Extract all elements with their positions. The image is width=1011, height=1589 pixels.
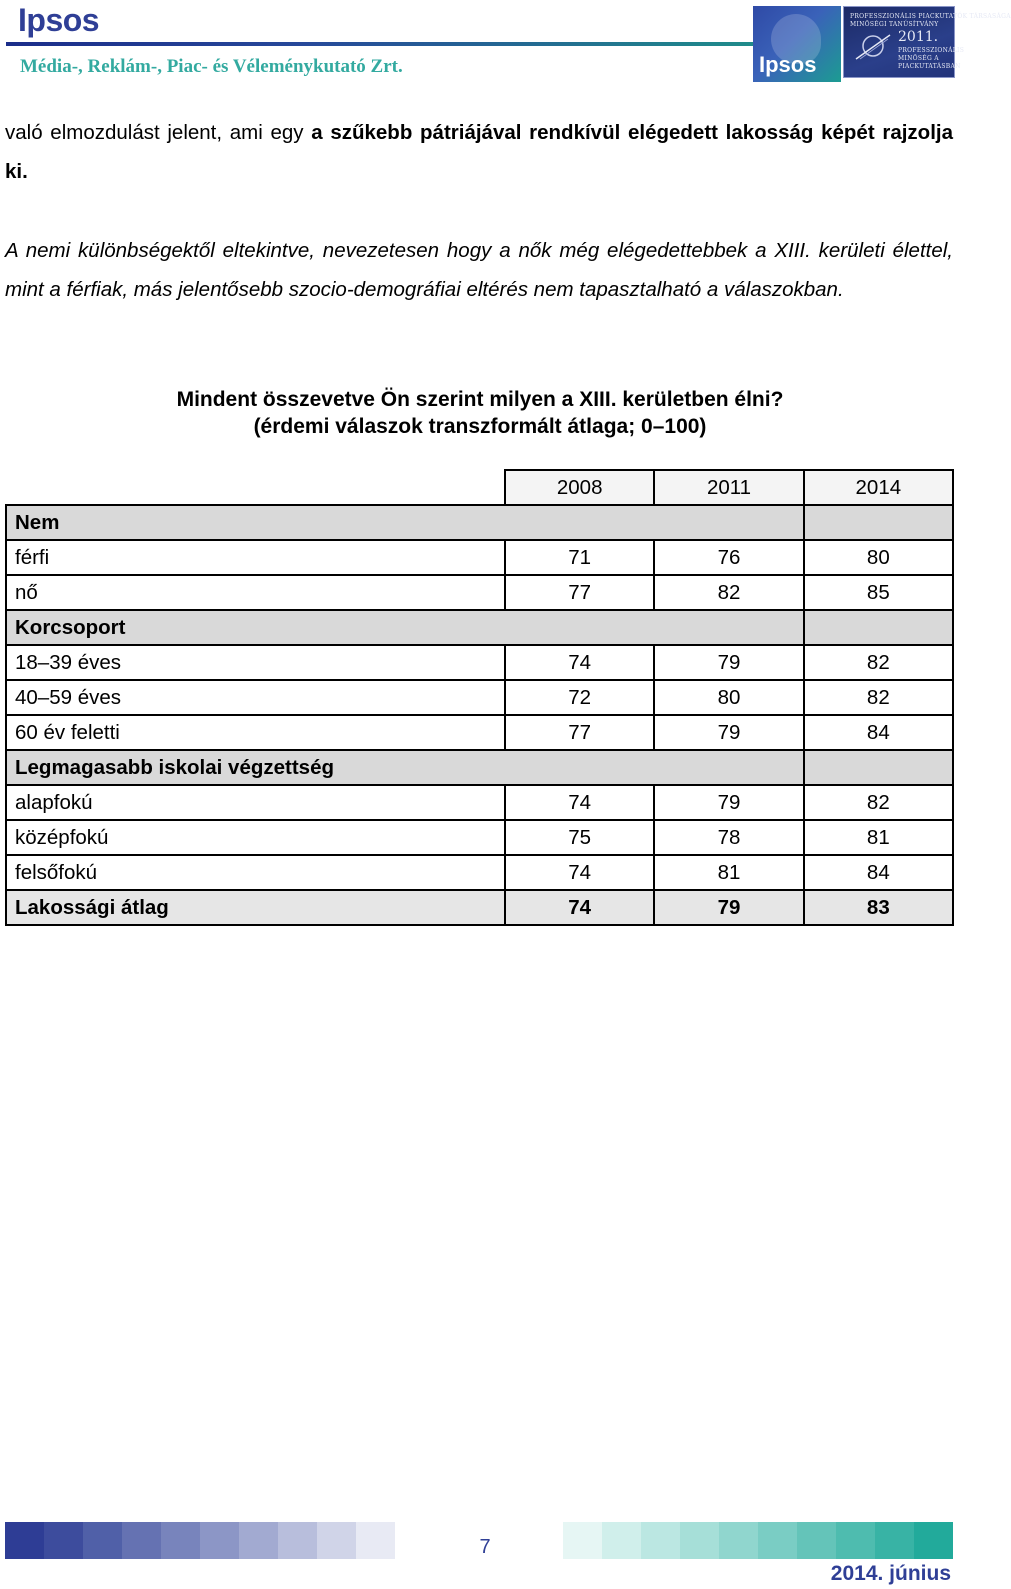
footer-swatch <box>83 1522 122 1559</box>
footer-swatch <box>122 1522 161 1559</box>
empty-header-cell <box>6 470 505 505</box>
footer-color-bar-left <box>5 1522 395 1559</box>
cert-year: 2011. <box>898 29 939 45</box>
total-row <box>6 890 953 925</box>
footer-swatch <box>200 1522 239 1559</box>
cell-value: 80 <box>804 540 953 575</box>
cert-line-5: PIACKUTATÁSBAN <box>898 63 961 70</box>
cert-line-4: MINŐSÉG A <box>898 55 939 62</box>
total-value: 74 <box>505 890 654 925</box>
footer-swatch <box>563 1522 602 1559</box>
year-2014: 2014 <box>804 470 953 505</box>
cell-value: 84 <box>804 855 953 890</box>
cell-value: 77 <box>505 575 654 610</box>
quality-certificate-badge <box>843 6 1011 78</box>
footer-swatch <box>161 1522 200 1559</box>
cell-value: 84 <box>804 715 953 750</box>
paragraph-1-start: való elmozdulást jelent, ami egy <box>5 121 312 144</box>
cell-value: 82 <box>804 785 953 820</box>
table-row <box>6 820 953 855</box>
cert-line-3: PROFESSZIONÁLIS <box>898 47 965 54</box>
group-header-row <box>6 505 953 540</box>
table-title: Mindent összevetve Ön szerint milyen a XIII. kerületben élni? <box>176 388 784 411</box>
group-header-row <box>6 610 953 645</box>
paragraph-1 <box>5 113 953 191</box>
paragraph-1-bold: a szűkebb pátriájával rendkívül elégedett lakosság képét rajzolja ki. <box>5 121 953 183</box>
cell-value: 82 <box>804 680 953 715</box>
year-2008: 2008 <box>505 470 654 505</box>
cell-value: 74 <box>505 645 654 680</box>
footer-swatch <box>719 1522 758 1559</box>
footer-date: 2014. június <box>830 1562 951 1585</box>
cell-value: 74 <box>505 785 654 820</box>
row-label: 60 év feletti <box>6 715 505 750</box>
row-label: középfokú <box>6 820 505 855</box>
table-row <box>6 855 953 890</box>
footer-swatch <box>641 1522 680 1559</box>
table-row <box>6 575 953 610</box>
cell-value: 74 <box>505 855 654 890</box>
table-row <box>6 540 953 575</box>
cell-value: 82 <box>654 575 803 610</box>
cell-value: 80 <box>654 680 803 715</box>
cell-value: 79 <box>654 715 803 750</box>
badge-text: Ipsos <box>759 52 817 77</box>
cell-value: 78 <box>654 820 803 855</box>
footer-swatch <box>44 1522 83 1559</box>
cert-line-1: PROFESSZIONÁLIS PIACKUTATÓK TÁRSASÁGA <box>850 13 1011 20</box>
footer-swatch <box>278 1522 317 1559</box>
footer-swatch <box>914 1522 953 1559</box>
cell-value: 71 <box>505 540 654 575</box>
row-label: férfi <box>6 540 505 575</box>
company-subtitle: Média-, Reklám-, Piac- és Véleménykutató Zrt. <box>20 56 403 77</box>
cell-value: 79 <box>654 785 803 820</box>
cert-line-2: MINŐSÉGI TANÚSÍTVÁNY <box>850 21 939 28</box>
row-label: 18–39 éves <box>6 645 505 680</box>
table-row <box>6 645 953 680</box>
group-label-education: Legmagasabb iskolai végzettség <box>6 750 804 785</box>
group-empty-cell <box>804 610 953 645</box>
total-value: 83 <box>804 890 953 925</box>
cell-value: 82 <box>804 645 953 680</box>
total-label: Lakossági átlag <box>6 890 505 925</box>
row-label: nő <box>6 575 505 610</box>
year-header-row <box>6 470 953 505</box>
page-number: 7 <box>479 1536 491 1558</box>
cell-value: 75 <box>505 820 654 855</box>
header-rule <box>6 42 756 46</box>
footer-swatch <box>317 1522 356 1559</box>
results-table <box>5 469 954 926</box>
table-row <box>6 785 953 820</box>
paragraph-2: A nemi különbségektől eltekintve, nevezetesen hogy a nők még elégedettebbek a XIII. kerületi élettel, mint a férfiak, más jelentősebb szocio-demográfiai eltérés nem tapasztalható a válaszokban. <box>5 239 953 301</box>
footer-swatch <box>5 1522 44 1559</box>
footer-swatch <box>758 1522 797 1559</box>
cell-value: 77 <box>505 715 654 750</box>
footer-swatch <box>239 1522 278 1559</box>
ipsos-logo: Ipsos <box>18 2 100 38</box>
row-label: alapfokú <box>6 785 505 820</box>
cell-value: 76 <box>654 540 803 575</box>
table-subtitle: (érdemi válaszok transzformált átlaga; 0–100) <box>253 415 707 438</box>
ipsos-badge-logo <box>753 6 841 82</box>
cell-value: 81 <box>654 855 803 890</box>
footer-color-bar-right <box>563 1522 953 1559</box>
row-label: felsőfokú <box>6 855 505 890</box>
certificate-ornament-icon <box>854 31 892 61</box>
footer-swatch <box>797 1522 836 1559</box>
cell-value: 72 <box>505 680 654 715</box>
group-label-age: Korcsoport <box>6 610 804 645</box>
table-row <box>6 715 953 750</box>
footer-swatch <box>356 1522 395 1559</box>
total-value: 79 <box>654 890 803 925</box>
footer-swatch <box>836 1522 875 1559</box>
row-label: 40–59 éves <box>6 680 505 715</box>
footer-swatch <box>680 1522 719 1559</box>
table-row <box>6 680 953 715</box>
group-label-gender: Nem <box>6 505 804 540</box>
cell-value: 85 <box>804 575 953 610</box>
year-2011: 2011 <box>654 470 803 505</box>
footer-swatch <box>602 1522 641 1559</box>
group-empty-cell <box>804 750 953 785</box>
group-empty-cell <box>804 505 953 540</box>
group-header-row <box>6 750 953 785</box>
footer-swatch <box>875 1522 914 1559</box>
cell-value: 79 <box>654 645 803 680</box>
cell-value: 81 <box>804 820 953 855</box>
